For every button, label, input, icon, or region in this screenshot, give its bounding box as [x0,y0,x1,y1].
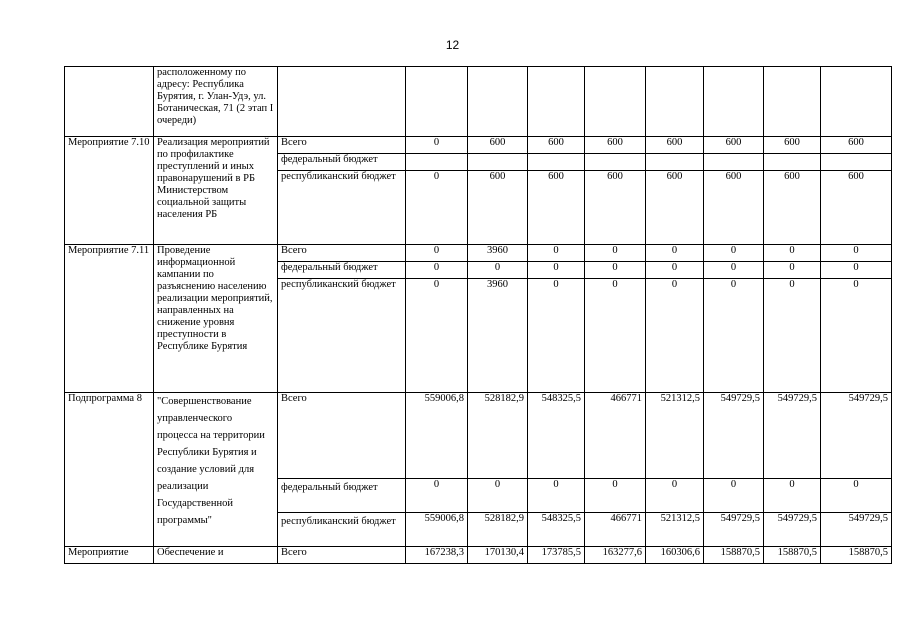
name-cell: расположенному по адресу: Республика Бурятия, г. Улан-Удэ, ул. Ботаническая, 71 (2 этап I очереди) [154,67,278,137]
value-cell: 0 [406,171,468,245]
value-cell: 600 [585,171,646,245]
value-cell: 600 [468,137,528,154]
value-cell: 0 [528,245,585,262]
value-cell: 559006,8 [406,393,468,479]
value-cell: 160306,6 [646,547,704,564]
value-cell: 600 [646,137,704,154]
source-cell: Всего [278,137,406,154]
value-cell: 600 [764,171,821,245]
value-cell: 0 [406,262,468,279]
source-cell: федеральный бюджет [278,479,406,513]
value-cell [585,154,646,171]
name-cell: Обеспечение и [154,547,278,564]
value-cell: 600 [704,171,764,245]
value-cell [764,154,821,171]
value-cell: 549729,5 [821,393,892,479]
value-cell: 173785,5 [528,547,585,564]
value-cell: 600 [585,137,646,154]
value-cell: 0 [821,479,892,513]
value-cell: 0 [468,479,528,513]
budget-table [64,66,892,564]
source-cell: федеральный бюджет [278,154,406,171]
source-cell [278,67,406,137]
value-cell: 167238,3 [406,547,468,564]
source-cell: федеральный бюджет [278,262,406,279]
value-cell: 0 [585,245,646,262]
value-cell: 600 [764,137,821,154]
value-cell: 163277,6 [585,547,646,564]
value-cell: 0 [585,479,646,513]
value-cell: 0 [646,479,704,513]
value-cell: 548325,5 [528,513,585,547]
value-cell [406,154,468,171]
value-cell: 600 [646,171,704,245]
value-cell: 0 [528,479,585,513]
value-cell: 0 [528,279,585,393]
value-cell: 600 [468,171,528,245]
value-cell: 548325,5 [528,393,585,479]
value-cell: 549729,5 [764,393,821,479]
value-cell: 600 [528,171,585,245]
code-cell: Мероприятие 7.10 [65,137,154,245]
value-cell: 0 [646,245,704,262]
value-cell: 0 [764,279,821,393]
name-cell: Проведение информационной кампании по разъяснению населению реализации мероприятий, направленных на снижение уровня преступности в Республике Бурятия [154,245,278,393]
value-cell: 528182,9 [468,513,528,547]
value-cell: 0 [704,245,764,262]
table-row [65,245,892,262]
value-cell: 0 [764,479,821,513]
value-cell: 521312,5 [646,513,704,547]
value-cell [646,154,704,171]
value-cell: 170130,4 [468,547,528,564]
value-cell: 0 [764,262,821,279]
table-row [65,393,892,479]
value-cell: 600 [821,137,892,154]
value-cell: 0 [821,262,892,279]
code-cell [65,67,154,137]
source-cell: республиканский бюджет [278,171,406,245]
value-cell: 600 [704,137,764,154]
value-cell: 600 [528,137,585,154]
value-cell: 0 [646,262,704,279]
name-cell: Реализация мероприятий по профилактике преступлений и иных правонарушений в РБ Министерством социальной защиты населения РБ [154,137,278,245]
value-cell: 158870,5 [764,547,821,564]
value-cell: 466771 [585,513,646,547]
code-cell: Мероприятие 7.11 [65,245,154,393]
source-cell: Всего [278,393,406,479]
value-cell: 549729,5 [704,513,764,547]
value-cell: 521312,5 [646,393,704,479]
table-row [65,137,892,154]
value-cell: 528182,9 [468,393,528,479]
value-cell: 0 [646,279,704,393]
value-cell: 0 [406,279,468,393]
value-cell: 0 [468,262,528,279]
value-cell: 0 [406,137,468,154]
value-cell: 158870,5 [704,547,764,564]
value-cell: 549729,5 [764,513,821,547]
value-cell: 0 [406,479,468,513]
source-cell: Всего [278,547,406,564]
code-cell: Мероприятие [65,547,154,564]
value-cell: 0 [585,279,646,393]
table-row [65,547,892,564]
value-cell: 0 [406,245,468,262]
value-cell: 466771 [585,393,646,479]
value-cell: 0 [528,262,585,279]
value-cell [821,154,892,171]
page-number: 12 [445,38,460,52]
value-cell: 600 [821,171,892,245]
value-cell: 549729,5 [704,393,764,479]
value-cell: 0 [821,245,892,262]
value-cell [528,154,585,171]
value-cell: 0 [585,262,646,279]
value-cell: 0 [704,479,764,513]
value-cell: 0 [821,279,892,393]
source-cell: Всего [278,245,406,262]
name-cell: "Совершенствование управленческого процесса на территории Республики Бурятия и создание условий для реализации Государственной программы" [154,393,278,547]
value-cell: 549729,5 [821,513,892,547]
value-cell: 158870,5 [821,547,892,564]
value-cell: 0 [764,245,821,262]
value-cell [704,154,764,171]
table-row [65,67,892,137]
value-cell: 559006,8 [406,513,468,547]
value-cell [468,154,528,171]
value-cell: 0 [704,279,764,393]
value-cell: 0 [704,262,764,279]
source-cell: республиканский бюджет [278,513,406,547]
value-cell: 3960 [468,245,528,262]
code-cell: Подпрограмма 8 [65,393,154,547]
source-cell: республиканский бюджет [278,279,406,393]
value-cell: 3960 [468,279,528,393]
